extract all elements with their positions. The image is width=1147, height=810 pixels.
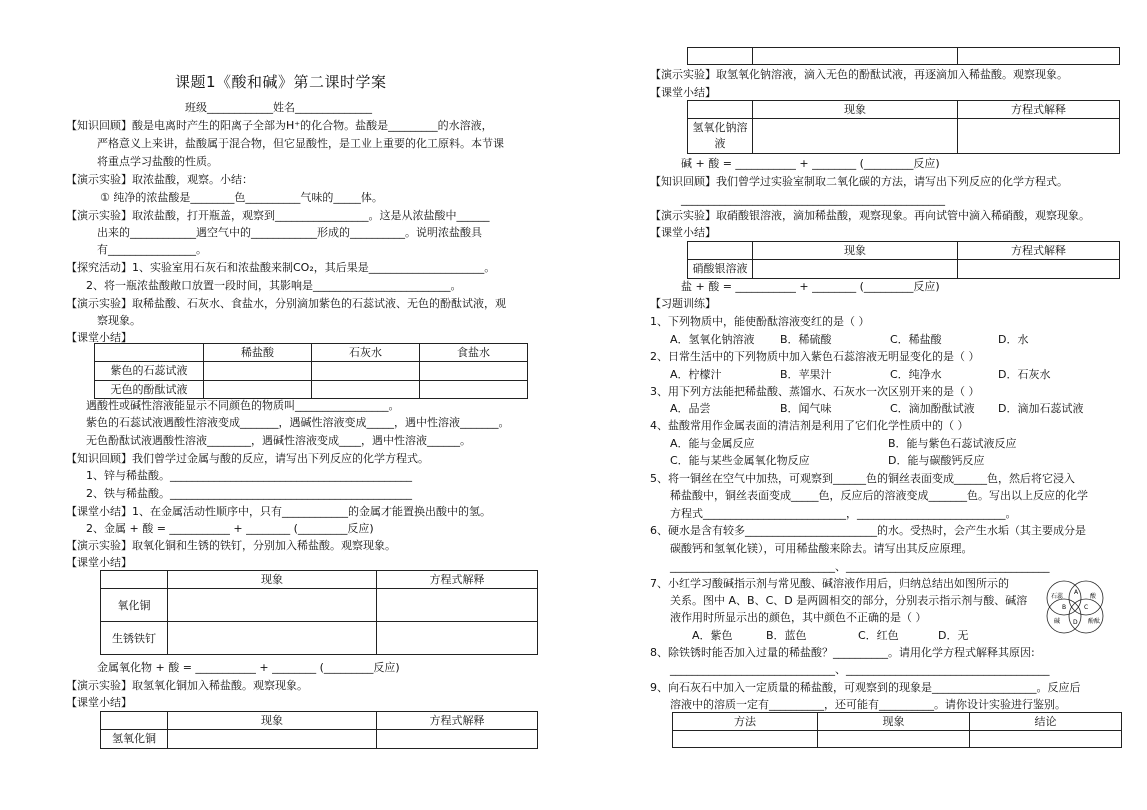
question-6: 6、硬水是含有较多________________________的水。受热时，会产生水垢（其主要成分是	[650, 524, 1086, 537]
text-line: 【课堂小结】	[66, 331, 132, 344]
table-cell: 方程式解释	[958, 101, 1120, 119]
table-cell[interactable]	[420, 380, 528, 398]
text-line: 2、铁与稀盐酸。____________________________________________	[86, 487, 412, 500]
text-line: 溶液中的溶质一定有__________，还可能有__________。请你设计实验进行鉴别。	[670, 698, 1066, 711]
text-line: 【演示实验】取稀盐酸、石灰水、食盐水，分别滴加紫色的石蕊试液、无色的酚酞试液，观	[66, 297, 506, 310]
text-line: 【知识回顾】酸是电离时产生的阳离子全部为H⁺的化合物。盐酸是_________的水溶液，	[66, 119, 493, 132]
table-cell[interactable]	[377, 622, 538, 655]
table-cell: 石灰水	[312, 344, 420, 362]
table-cell	[688, 242, 753, 260]
table-cell[interactable]	[377, 589, 538, 622]
table-row	[95, 344, 528, 362]
page-title: 课题1《酸和碱》第二课时学案	[175, 73, 387, 91]
option: B．稀硫酸	[780, 333, 832, 346]
table-cell[interactable]	[673, 731, 818, 748]
table-cell: 生锈铁钉	[101, 622, 168, 655]
table-cell[interactable]	[312, 380, 420, 398]
table-row	[673, 731, 1122, 748]
text-line: 【演示实验】取浓盐酸，观察。小结：	[66, 173, 253, 186]
text-line: 紫色的石蕊试液遇酸性溶液变成_______，遇碱性溶液变成_____，遇中性溶液_______。	[86, 416, 510, 429]
table-cell: 现象	[168, 712, 377, 730]
table-cell[interactable]	[377, 730, 538, 748]
text-line: 2、金属 + 酸 = ___________ + ________ (_________反应)	[86, 522, 374, 535]
table-row	[101, 622, 538, 655]
option: A．氢氧化钠溶液	[670, 333, 755, 346]
indicator-table	[94, 343, 528, 399]
text-line: 关系。图中 A、B、C、D 是两圆相交的部分，分别表示指示剂与酸、碱溶	[670, 594, 1028, 607]
text-line: 无色酚酞试液遇酸性溶液________，遇碱性溶液变成____，遇中性溶液______。	[86, 434, 471, 447]
text-line: ________________________________________________	[681, 193, 945, 206]
venn-label-c: C	[1084, 604, 1089, 611]
text-line: 2、将一瓶浓盐酸敞口放置一段时间，其影响是_________________________。	[86, 279, 462, 292]
table-cell: 现象	[753, 242, 958, 260]
top-table-remnant	[687, 47, 1120, 65]
option: D．滴加石蕊试液	[998, 402, 1084, 415]
option: A．柠檬汁	[670, 368, 722, 381]
option: C．纯净水	[890, 368, 942, 381]
table-cell: 现象	[753, 101, 958, 119]
venn-label-base: 碱	[1054, 618, 1061, 625]
table-cell: 食盐水	[420, 344, 528, 362]
table-row	[688, 101, 1120, 119]
text-line: 【演示实验】取硝酸银溶液，滴加稀盐酸，观察现象。再向试管中滴入稀硝酸，观察现象。	[650, 209, 1090, 222]
table-cell: 硝酸银溶液	[688, 260, 753, 278]
table-cell	[101, 712, 168, 730]
text-line: ______________________________、_____________________________________	[670, 663, 1050, 676]
question-4: 4、盐酸常用作金属表面的清洁剂是利用了它们化学性质中的（ ）	[650, 419, 969, 432]
option: A．能与金属反应	[670, 437, 755, 450]
text-line: 金属氧化物 + 酸 = ___________ + ________ (_________反应)	[97, 661, 400, 674]
table-cell: 现象	[818, 713, 970, 731]
table-row	[688, 119, 1120, 154]
option: B．能与紫色石蕊试液反应	[888, 437, 1017, 450]
venn-label-d: D	[1073, 619, 1078, 626]
option: C．稀盐酸	[890, 333, 942, 346]
table-row	[101, 571, 538, 589]
text-line: 【课堂小结】	[66, 556, 132, 569]
table-cell[interactable]	[753, 260, 958, 278]
text-line: 【演示实验】取氢氧化钠溶液，滴入无色的酚酞试液，再逐滴加入稀盐酸。观察现象。	[650, 68, 1068, 81]
table-cell[interactable]	[168, 730, 377, 748]
table-row	[95, 362, 528, 380]
option: A．品尝	[670, 402, 711, 415]
question-8: 8、除铁锈时能否加入过量的稀盐酸？__________。请用化学方程式解释其原因:	[650, 646, 1035, 659]
table-cell	[101, 571, 168, 589]
table-row	[101, 712, 538, 730]
question-5: 5、将一铜丝在空气中加热，可观察到______色的铜丝表面变成______色，然后将它浸入	[650, 472, 1075, 485]
metal-oxide-table	[100, 570, 538, 655]
text-line: 【课堂小结】	[650, 226, 716, 239]
venn-label-acid: 酸	[1090, 593, 1097, 600]
venn-label-litmus: 石蕊	[1051, 593, 1064, 600]
text-line: 【演示实验】取氧化铜和生锈的铁钉，分别加入稀盐酸。观察现象。	[66, 539, 396, 552]
text-line: 【课堂小结】1、在金属活动性顺序中，只有____________的金属才能置换出酸中的氢。	[66, 505, 491, 518]
naoh-table	[687, 100, 1120, 154]
text-line: 碳酸钙和氢氧化镁），可用稀盐酸来除去。请写出其反应原理。	[670, 542, 973, 555]
table-cell: 现象	[168, 571, 377, 589]
table-cell[interactable]	[970, 731, 1122, 748]
class-name-line: 班级____________姓名______________	[185, 101, 372, 114]
table-row	[673, 713, 1122, 731]
text-line: 稀盐酸中，铜丝表面变成_____色，反应后的溶液变成_______色。写出以上反应的化学	[670, 489, 1088, 502]
table-cell[interactable]	[818, 731, 970, 748]
venn-label-a: A	[1074, 589, 1079, 596]
text-line: 【习题训练】	[650, 297, 716, 310]
table-cell	[95, 344, 204, 362]
table-row	[101, 730, 538, 748]
option: D．无	[938, 629, 969, 642]
table-cell: 方程式解释	[377, 712, 538, 730]
table-cell[interactable]	[312, 362, 420, 380]
option: B．蓝色	[766, 629, 807, 642]
table-cell: 无色的酚酞试液	[95, 380, 204, 398]
table-cell[interactable]	[204, 380, 312, 398]
option: C．滴加酚酞试液	[890, 402, 975, 415]
table-row	[101, 589, 538, 622]
option: B．闻气味	[780, 402, 832, 415]
text-line: 【探究活动】1、实验室用石灰石和浓盐酸来制CO₂，其后果是_____________________。	[66, 261, 496, 274]
table-cell: 方程式解释	[377, 571, 538, 589]
copper-hydroxide-table	[100, 711, 538, 749]
text-line: 【课堂小结】	[650, 86, 716, 99]
table-cell: 稀盐酸	[204, 344, 312, 362]
option: D．水	[998, 333, 1029, 346]
venn-diagram	[1040, 576, 1110, 638]
table-row	[688, 48, 1120, 65]
text-line: 出来的____________遇空气中的____________形成的__________。说明浓盐酸具	[97, 226, 482, 239]
text-line: 遇酸性或碱性溶液能显示不同颜色的物质叫_________________。	[86, 399, 400, 412]
table-cell: 方程式解释	[958, 242, 1120, 260]
table-cell	[688, 101, 753, 119]
option: C．能与某些金属氧化物反应	[670, 454, 810, 467]
table-cell[interactable]	[753, 119, 958, 154]
table-row	[688, 242, 1120, 260]
option: D．石灰水	[998, 368, 1051, 381]
table-cell: 氢氧化铜	[101, 730, 168, 748]
question-3: 3、用下列方法能把稀盐酸、蒸馏水、石灰水一次区别开来的是（ ）	[650, 385, 980, 398]
option: C．红色	[858, 629, 899, 642]
text-line: 有________________。	[97, 243, 207, 256]
text-line: 将重点学习盐酸的性质。	[97, 155, 218, 168]
question-7: 7、小红学习酸碱指示剂与常见酸、碱溶液作用后，归纳总结出如图所示的	[650, 577, 1009, 590]
table-cell[interactable]	[420, 362, 528, 380]
text-line: ______________________________、_____________________________________	[670, 560, 1050, 573]
text-line: 碱 + 酸 = ___________ + ________ (_________反应)	[681, 157, 940, 170]
table-cell: 结论	[970, 713, 1122, 731]
experiment-design-table	[672, 712, 1122, 748]
text-line: 【演示实验】取浓盐酸，打开瓶盖，观察到_________________。这是从浓盐酸中______	[66, 209, 490, 222]
text-line: 1、锌与稀盐酸。____________________________________________	[86, 469, 412, 482]
table-row	[688, 260, 1120, 278]
text-line: 【知识回顾】我们曾学过实验室制取二氧化碳的方法，请写出下列反应的化学方程式。	[650, 175, 1068, 188]
text-line: 盐 + 酸 = ___________ + ________ (_________反应)	[681, 280, 940, 293]
table-cell[interactable]	[958, 260, 1120, 278]
table-cell[interactable]	[204, 362, 312, 380]
agno3-table	[687, 241, 1120, 279]
table-cell[interactable]	[168, 622, 377, 655]
text-line: 【课堂小结】	[66, 696, 132, 709]
table-cell[interactable]	[753, 48, 958, 65]
table-cell: 紫色的石蕊试液	[95, 362, 204, 380]
table-cell: 氢氧化钠溶液	[688, 119, 753, 154]
table-row	[95, 380, 528, 398]
text-line: 【演示实验】取氢氧化铜加入稀盐酸。观察现象。	[66, 679, 308, 692]
question-9: 9、向石灰石中加入一定质量的稀盐酸，可观察到的现象是___________________。反应后	[650, 681, 1081, 694]
text-line: ① 纯净的浓盐酸是________色__________气味的_____体。	[100, 191, 383, 204]
table-cell[interactable]	[168, 589, 377, 622]
table-cell: 方法	[673, 713, 818, 731]
text-line: 【知识回顾】我们曾学过金属与酸的反应，请写出下列反应的化学方程式。	[66, 452, 429, 465]
option: A．紫色	[692, 629, 733, 642]
table-cell[interactable]	[688, 48, 753, 65]
text-line: 察现象。	[97, 314, 141, 327]
text-line: 严格意义上来讲，盐酸属于混合物，但它显酸性，是工业上重要的化工原料。本节课	[97, 137, 504, 150]
option: B．苹果汁	[780, 368, 832, 381]
venn-label-phenolphthalein: 酚酞	[1088, 618, 1101, 625]
option: D．能与碳酸钙反应	[888, 454, 985, 467]
question-1: 1、下列物质中，能使酚酞溶液变红的是（ ）	[650, 315, 870, 328]
table-cell: 氧化铜	[101, 589, 168, 622]
venn-label-b: B	[1062, 604, 1067, 611]
text-line: 方程式__________________________，___________________________。	[670, 507, 1017, 520]
table-cell[interactable]	[958, 48, 1120, 65]
text-line: 液作用时所显示出的颜色，其中颜色不正确的是（ ）	[670, 611, 927, 624]
table-cell[interactable]	[958, 119, 1120, 154]
question-2: 2、日常生活中的下列物质中加入紫色石蕊溶液无明显变化的是（ ）	[650, 350, 980, 363]
